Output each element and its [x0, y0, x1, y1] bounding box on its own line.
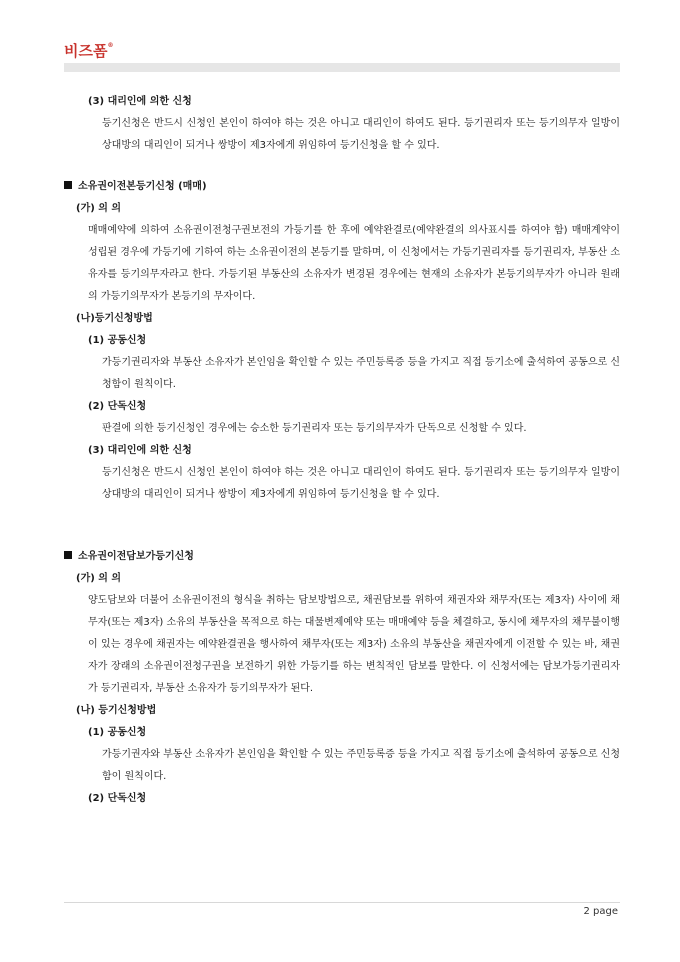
- document-body: [64, 91, 620, 810]
- paragraph-agent-application-2: 등기신청은 반드시 신청인 본인이 하여야 하는 것은 아니고 대리인이 하여도 된다. 등기권리자 또는 등기의무자 일방이 상대방의 대리인이 되거나 쌍방이 제3자에게 위임하여 등기신청을 할 수 있다.: [102, 467, 620, 500]
- subheading-agent-application: (3) 대리인에 의한 신청: [88, 96, 192, 107]
- paragraph-joint-application: 가등기권리자와 부동산 소유자가 본인임을 확인할 수 있는 주민등록증 등을 가지고 직접 등기소에 출석하여 공동으로 신청함이 원칙이다.: [102, 357, 620, 390]
- paragraph-sole-application: 판결에 의한 등기신청인 경우에는 승소한 등기권리자 또는 등기의무자가 단독으로 신청할 수 있다.: [102, 423, 527, 434]
- section-title-main-registration: [64, 176, 620, 198]
- section-title-text: 소유권이전담보가등기신청: [78, 551, 194, 562]
- heading-registration-method-2: (나) 등기신청방법: [76, 705, 157, 716]
- subheading-sole-application-2: (2) 단독신청: [88, 793, 147, 804]
- footer-divider: [64, 902, 620, 903]
- paragraph-joint-application-2: 가등기권자와 부동산 소유자가 본인임을 확인할 수 있는 주민등록증 등을 가지고 직접 등기소에 출석하여 공동으로 신청함이 원칙이다.: [102, 749, 620, 782]
- heading-meaning-2: (가) 의 의: [76, 573, 122, 584]
- paragraph-meaning: 매매예약에 의하여 소유권이전청구권보전의 가등기를 한 후에 예약완결로(예약완결의 의사표시를 하여야 함) 매매계약이 성립된 경우에 가등기에 기하여 하는 소유권이전의 본등기를 말하며, 이 신청에서는 가등기권리자를 등기권리자, 부동산 소유자를 등기의무자라고 한다. 가등기된 부동산의 소유자가 변경된 경우에는 현재의 소유자가 본등기의무자가 아니라 원래의 가등기의무자가 본등기의 무자이다.: [88, 225, 620, 302]
- registered-mark: ®: [107, 42, 114, 49]
- page-number: 2 page: [583, 906, 618, 917]
- heading-meaning: (가) 의 의: [76, 203, 122, 214]
- paragraph-agent-application: 등기신청은 반드시 신청인 본인이 하여야 하는 것은 아니고 대리인이 하여도 된다. 등기권리자 또는 등기의무자 일방이 상대방의 대리인이 되거나 쌍방이 제3자에게 위임하여 등기신청을 할 수 있다.: [102, 118, 620, 151]
- section-title-text: 소유권이전본등기신청 (매매): [78, 181, 207, 192]
- subheading-joint-application: (1) 공동신청: [88, 335, 147, 346]
- heading-registration-method: (나)등기신청방법: [76, 313, 153, 324]
- black-square-bullet-icon: [64, 181, 72, 189]
- black-square-bullet-icon: [64, 551, 72, 559]
- bizform-logo: [64, 40, 113, 61]
- header-bar: [64, 63, 620, 72]
- section-title-security-provisional: [64, 546, 620, 568]
- paragraph-meaning-2: 양도담보와 더불어 소유권이전의 형식을 취하는 담보방법으로, 채권담보를 위하여 채권자와 채무자(또는 제3자) 사이에 채무자(또는 제3자) 소유의 부동산을 목적으로 하는 대물변제예약 또는 매매예약 등을 체결하고, 동시에 채무자의 채무불이행이 있는 경우에 채권자는 예약완결권을 행사하여 채무자(또는 제3자) 소유의 부동산을 채권자에게 이전할 수 있는 바, 채권자가 장래의 소유권이전청구권을 보전하기 위한 가등기를 하는 변칙적인 담보를 말한다. 이 신청서에는 담보가등기권리자가 등기권리자, 부동산 소유자가 등기의무자가 된다.: [88, 595, 621, 694]
- logo-text: 비즈폼: [64, 42, 108, 60]
- subheading-agent-application-2: (3) 대리인에 의한 신청: [88, 445, 192, 456]
- subheading-joint-application-2: (1) 공동신청: [88, 727, 147, 738]
- subheading-sole-application: (2) 단독신청: [88, 401, 147, 412]
